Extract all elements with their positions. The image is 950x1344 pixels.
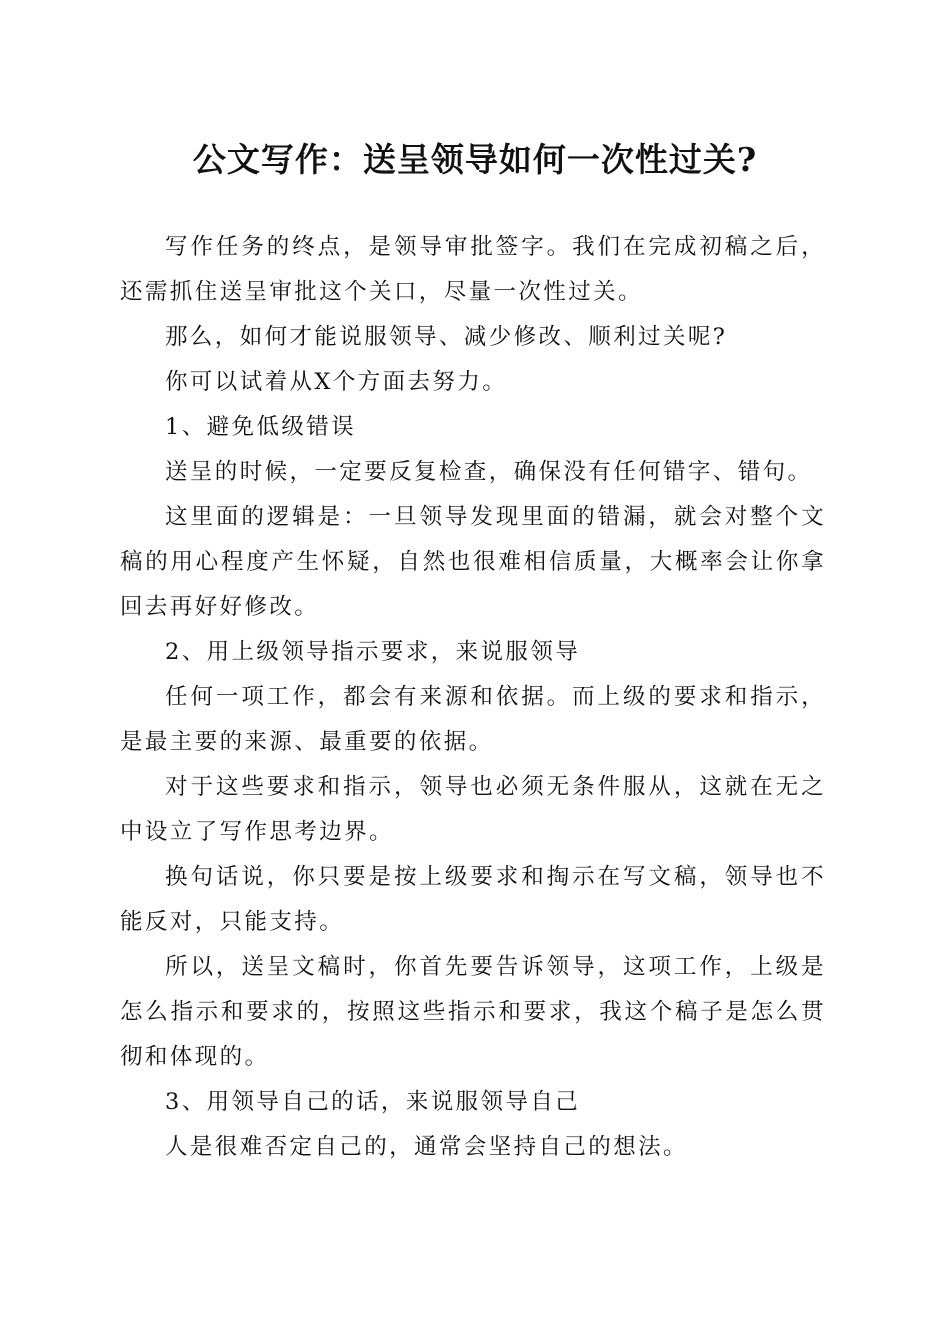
section-heading-3: 3、用领导自己的话，来说服领导自己	[165, 1089, 581, 1115]
paragraph-self: 人是很难否定自己的，通常会坚持自己的想法。	[165, 1134, 688, 1160]
paragraph-obey: 对于这些要求和指示，领导也必须无条件服从，这就在无之中设立了写作思考边界。	[120, 774, 826, 845]
paragraph-aspects: 你可以试着从X个方面去努力。	[165, 369, 508, 395]
paragraph-source: 任何一项工作，都会有来源和依据。而上级的要求和指示，是最主要的来源、最重要的依据。	[120, 684, 826, 755]
paragraph-logic: 这里面的逻辑是：一旦领导发现里面的错漏，就会对整个文稿的用心程度产生怀疑，自然也很难相信质量，大概率会让你拿回去再好好修改。	[120, 504, 826, 620]
document-body	[120, 225, 826, 1170]
paragraph-question: 那么，如何才能说服领导、减少修改、顺利过关呢?	[165, 324, 728, 350]
paragraph-therefore: 所以，送呈文稿时，你首先要告诉领导，这项工作，上级是怎么指示和要求的，按照这些指示和要求，我这个稿子是怎么贯彻和体现的。	[120, 954, 826, 1070]
section-heading-1: 1、避免低级错误	[165, 414, 357, 440]
paragraph-intro: 写作任务的终点，是领导审批签字。我们在完成初稿之后，还需抓住送呈审批这个关口，尽量一次性过关。	[120, 234, 826, 305]
paragraph-check: 送呈的时候，一定要反复检查，确保没有任何错字、错句。	[165, 459, 813, 485]
paragraph-in-other-words: 换句话说，你只要是按上级要求和掏示在写文稿，领导也不能反对，只能支持。	[120, 864, 826, 935]
section-heading-2: 2、用上级领导指示要求，来说服领导	[165, 639, 581, 665]
document-title: 公文写作：送呈领导如何一次性过关?	[192, 140, 758, 179]
